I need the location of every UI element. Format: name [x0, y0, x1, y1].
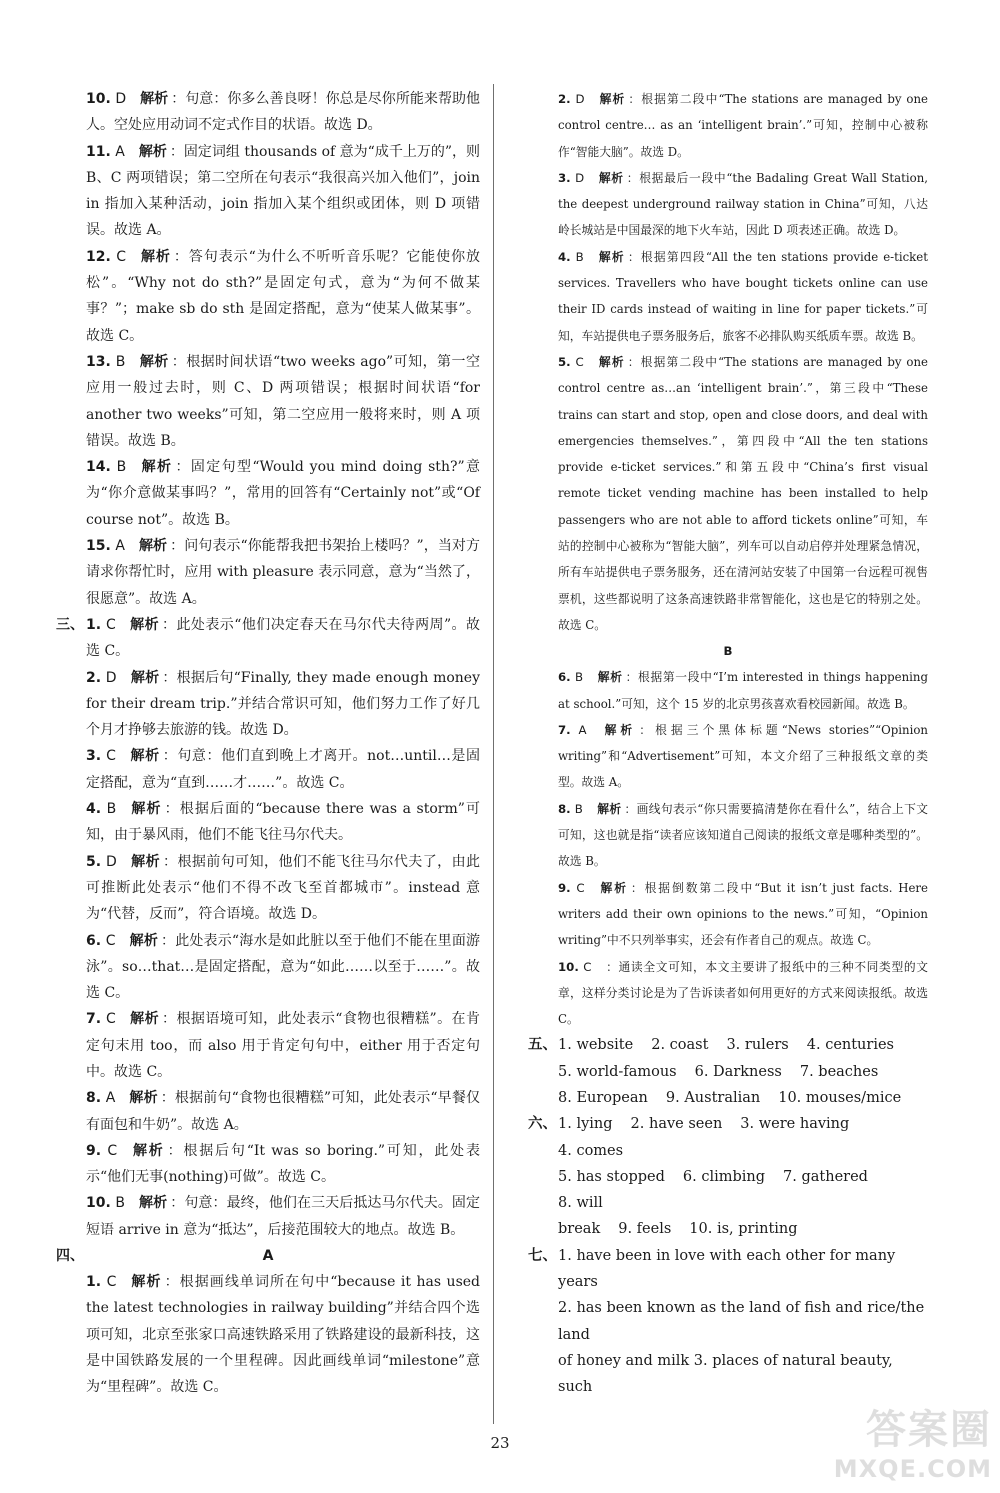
column-divider — [493, 84, 494, 1424]
section-label: 七、 — [528, 1247, 557, 1264]
analysis-text: ：句意：他们直到晚上才离开。not…until…是固定搭配，意为“直到……才……”。故选 C。 — [86, 748, 481, 791]
question-number: 3. — [86, 748, 102, 765]
analysis-text: ：根据第二段中“The stations are managed by one control centre… as an ‘intelligent brain’.”可知，控制中心被称作“智能大脑”。故选 D。 — [558, 92, 928, 159]
page-number: 23 — [490, 1434, 510, 1452]
question-number: 9. — [86, 1142, 102, 1159]
blank-answer: 4. centuries — [806, 1037, 894, 1054]
analysis-text: ：句意：你多么善良呀！你总是尽你所能来帮助他人。空处应用动词不定式作目的状语。故选 D。 — [86, 91, 481, 134]
analysis-tag: 解析 — [598, 170, 624, 185]
answer-entry — [56, 743, 480, 796]
part4-a-answers-cont — [528, 86, 928, 638]
blank-answer: 8. will — [558, 1195, 603, 1212]
analysis-tag: 解析 — [598, 880, 628, 895]
analysis-tag: 解析 — [138, 538, 168, 555]
blank-answer: 9. feels — [618, 1221, 672, 1238]
part7-answers — [528, 1243, 928, 1401]
blank-answer: 6. Darkness — [694, 1063, 782, 1080]
blank-answer: 7. beaches — [799, 1063, 879, 1080]
answer-entry — [528, 875, 928, 954]
analysis-tag: 解析 — [597, 354, 625, 369]
blank-answer: 3. were having — [740, 1116, 850, 1133]
answer-choice: D — [575, 170, 585, 185]
answer-entry — [528, 165, 928, 244]
question-number: 7. — [86, 1011, 102, 1028]
blank-answer: break — [558, 1221, 601, 1238]
question-number: 1. — [86, 616, 102, 633]
analysis-tag: 解析 — [600, 722, 637, 737]
analysis-tag: 解析 — [139, 353, 169, 370]
part3-answers — [56, 612, 480, 1243]
part4-b-answers — [528, 664, 928, 1032]
blank-line — [528, 1085, 928, 1111]
watermark-logo-text: 答案圈 — [866, 1407, 992, 1453]
analysis-text: ：根据画线单词所在句中“because it has used the latest technologies in railway building”并结合四个选项可知，北京至张家口高速铁路采用了铁路建设的最新科技，这是中国铁路发展的一个里程碑。因此画线单词“milestone”意为“里程碑”。故选 C。 — [86, 1274, 481, 1396]
analysis-text: ：此处表示“他们决定春天在马尔代夫待两周”。故选 C。 — [86, 616, 480, 660]
analysis-tag: 解析 — [598, 92, 626, 106]
analysis-tag: 解析 — [140, 91, 169, 107]
question-number: 6. — [558, 670, 571, 685]
answer-choice: A — [105, 1090, 116, 1107]
blank-line — [528, 1032, 928, 1058]
analysis-text: ：固定词组 thousands of 意为“成千上万的”，则 B、C 两项错误；第二空所在句表示“我很高兴加入他们”，join in 指加入某种活动，join 指加入某个组织或团体，则 D 项错误。故选 A。 — [86, 143, 481, 239]
blank-answer: 6. climbing — [682, 1168, 766, 1185]
answer-choice: C — [575, 354, 584, 369]
analysis-text: ：根据前句“食物也很糟糕”可知，此处表示“早餐仅有面包和牛奶”。故选 A。 — [86, 1090, 481, 1133]
answer-choice: C — [105, 616, 116, 633]
answer-entry — [56, 1138, 480, 1191]
blank-answer: 2. have seen — [630, 1116, 723, 1133]
analysis-text: ：根据第四段“All the ten stations provide e-ticket services. Travellers who have bought tickets online can use their ID cards instead of waiting in line for paper tickets.”可知，车站提供电子票务服务后，旅客不必排队购买纸质车票。故选 B。 — [558, 249, 928, 343]
question-number: 3. — [558, 170, 571, 185]
analysis-tag: 解析 — [597, 670, 623, 685]
part6-answers — [528, 1111, 928, 1242]
answer-entry — [56, 928, 480, 1007]
blank-answer: 10. mouses/mice — [778, 1089, 902, 1106]
blank-answer: 8. European — [558, 1089, 648, 1106]
question-number: 10. — [86, 91, 111, 107]
analysis-text: ：根据第一段中“I’m interested in things happening at school.”可知，这个 15 岁的北京男孩喜欢看校园新闻。故选 B。 — [558, 670, 928, 711]
analysis-tag: 解析 — [129, 932, 159, 949]
question-number: 12. — [86, 248, 111, 265]
right-column — [528, 86, 928, 1401]
blank-line — [528, 1243, 928, 1296]
analysis-text: ：根据后面的“because there was a storm”可知，由于暴风雨，他们不能飞往马尔代夫。 — [86, 801, 480, 844]
watermark-logo — [834, 1398, 992, 1483]
passage-a-heading: A — [262, 1248, 274, 1265]
answer-entry — [528, 954, 928, 1033]
analysis-text: ：答句表示“为什么不听听音乐呢？它能使你放松”。“Why not do sth?”是固定句式，意为“为何不做某事？”；make sb do sth 是固定搭配，意为“使某人做某事”。故选 C。 — [86, 248, 481, 344]
section-label-4: 四、 — [56, 1248, 84, 1265]
blank-answer: 5. has stopped — [558, 1168, 665, 1185]
question-number: 4. — [558, 249, 571, 264]
answer-entry — [528, 86, 928, 165]
section-label: 六、 — [528, 1116, 557, 1133]
left-column — [56, 86, 480, 1401]
question-number: 13. — [86, 353, 111, 370]
question-number: 9. — [558, 880, 571, 895]
answer-choice: C — [107, 1142, 118, 1159]
question-number: 8. — [558, 801, 571, 816]
answer-choice: B — [116, 459, 127, 476]
answer-entry — [56, 1085, 480, 1138]
answer-choice: B — [574, 801, 583, 816]
analysis-tag: 解析 — [129, 748, 160, 765]
answer-choice: C — [116, 248, 126, 265]
analysis-tag: 解析 — [130, 1274, 162, 1291]
answer-entry — [56, 533, 480, 612]
analysis-text: ：根据后句“Finally, they made enough money for their dream trip.”并结合常识可知，他们努力工作了好几个月才挣够去旅游的钱。故选 D。 — [86, 669, 480, 739]
question-number: 5. — [558, 354, 571, 369]
answer-choice: D — [115, 91, 127, 107]
analysis-text: ：根据第二段中“The stations are managed by one control centre as…an ‘intelligent brain’.”，第三段中“These trains can start and stop, open and close doors, and deal with emergencies themselves.”，第四段中“All the ten stations provide e-ticket services.”和第五段中“China’s first visual remote ticket vending machine has been installed to help passengers who are not able to afford tickets online”可知，车站的控制中心被称为“智能大脑”，列车可以自动启停并处理紧急情况，所有车站提供电子票务服务，还在清河站安装了中国第一台远程可视售票机，这些都说明了这条高速铁路非常智能化，这也是它的特别之处。故选 C。 — [558, 354, 928, 632]
question-number: 4. — [86, 801, 102, 818]
answer-choice: B — [115, 1195, 125, 1212]
question-number: 8. — [86, 1090, 102, 1107]
watermark-url: MXQE.COM — [833, 1455, 992, 1483]
answer-choice: C — [105, 1011, 116, 1028]
blank-line — [528, 1295, 928, 1348]
answer-entry — [528, 244, 928, 349]
analysis-text: ：句意：最终，他们在三天后抵达马尔代夫。固定短语 arrive in 意为“抵达”，后接范围较大的地点。故选 B。 — [86, 1195, 481, 1238]
blank-line — [528, 1111, 928, 1164]
answer-entry — [56, 1006, 480, 1085]
answer-entry — [528, 349, 928, 638]
question-number: 14. — [86, 459, 111, 476]
answer-entry — [528, 664, 928, 717]
analysis-text: ：画线句表示“你只需要搞清楚你在看什么”，结合上下文可知，这也就是指“读者应该知道自己阅读的报纸文章是哪种类型的”。故选 B。 — [558, 801, 929, 869]
analysis-tag: 解析 — [138, 143, 167, 160]
question-number: 2. — [86, 669, 102, 686]
passage-b-heading: B — [723, 644, 733, 659]
blank-answer: 3. rulers — [726, 1037, 789, 1054]
blank-answer: 1. website — [558, 1037, 634, 1054]
answer-choice: A — [115, 143, 125, 160]
analysis-text: ：根据前句可知，他们不能飞往马尔代夫了，由此可推断此处表示“他们不得不改飞至首都城市”。instead 意为“代替，反而”，符合语境。故选 D。 — [86, 853, 481, 923]
analysis-tag: 解析 — [131, 1142, 165, 1159]
part2-answers — [56, 86, 480, 612]
answer-choice: B — [575, 249, 584, 264]
answer-entry — [56, 612, 480, 665]
answer-entry — [56, 1190, 480, 1243]
question-number: 10. — [558, 959, 579, 974]
answer-choice: C — [576, 880, 585, 895]
analysis-text: ：根据语境可知，此处表示“食物也很糟糕”。在肯定句末用 too，而 also 用于肯定句句中，either 用于否定句中。故选 C。 — [86, 1011, 480, 1080]
question-number: 7. — [558, 722, 571, 737]
blank-line — [528, 1164, 928, 1217]
part4-a-answers — [56, 1269, 480, 1400]
blank-answer: 10. is, printing — [689, 1221, 798, 1238]
analysis-text: ：固定句型“Would you mind doing sth?”意为“你介意做某事吗？”，常用的回答有“Certainly not”或“Of course not”。故选 B。 — [86, 459, 481, 528]
analysis-tag: 解析 — [129, 1090, 158, 1107]
translation-text: 1. have been in love with each other for many years — [558, 1247, 896, 1291]
question-number: 15. — [86, 538, 111, 555]
answer-entry — [56, 349, 480, 454]
answer-choice: D — [575, 92, 585, 106]
answer-choice: B — [106, 801, 117, 818]
analysis-text: ：问句表示“你能帮我把书架抬上楼吗？”，当对方请求你帮忙时，应用 with pleasure 表示同意，意为“当然了，很愿意”。故选 A。 — [86, 538, 481, 607]
blank-line — [528, 1059, 928, 1085]
answer-choice: C — [106, 1274, 117, 1291]
blank-line — [528, 1348, 928, 1401]
answer-choice: C — [105, 932, 116, 949]
section-label: 五、 — [528, 1037, 557, 1054]
blank-answer: 7. gathered — [783, 1168, 868, 1185]
answer-entry — [56, 796, 480, 849]
question-number: 10. — [86, 1195, 111, 1212]
blank-line — [528, 1216, 928, 1242]
analysis-text: ：根据时间状语“two weeks ago”可知，第一空应用一般过去时，则 C、D 两项错误；根据时间状语“for another two weeks”可知，第二空应用一般将来时，则 A 项错误。故选 B。 — [86, 353, 480, 449]
analysis-text: ：根据后句“It was so boring.”可知，此处表示“他们无事(nothing)可做”。故选 C。 — [86, 1142, 481, 1186]
answer-choice: C — [106, 748, 116, 765]
answer-entry — [56, 454, 480, 533]
analysis-text: ：根据最后一段中“the Badaling Great Wall Station, the deepest underground railway station in China”可知，八达岭长城站是中国最深的地下火车站，因此 D 项表述正确。故选 D。 — [558, 170, 928, 238]
analysis-tag: 解析 — [129, 616, 160, 633]
answer-choice: D — [105, 853, 117, 870]
analysis-tag: 解析 — [130, 669, 160, 686]
answer-entry — [56, 849, 480, 928]
section-label: 三、 — [56, 616, 84, 633]
answer-choice: B — [575, 670, 584, 685]
analysis-text: ：此处表示“海水是如此脏以至于他们不能在里面游泳”。so…that…是固定搭配，意为“如此……以至于……”。故选 C。 — [86, 932, 481, 1002]
answer-entry — [56, 139, 480, 244]
answer-entry — [56, 665, 480, 744]
blank-answer: 1. lying — [558, 1116, 613, 1133]
answer-entry — [56, 1269, 480, 1400]
analysis-tag: 解析 — [138, 1195, 168, 1212]
analysis-text: ：根据三个黑体标题“News stories”“Opinion writing”和“Advertisement”可知，本文介绍了三种报纸文章的类型。故选 A。 — [558, 722, 928, 790]
question-number: 2. — [558, 92, 571, 106]
analysis-text: ：通读全文可知，本文主要讲了报纸中的三种不同类型的文章，这样分类讨论是为了告诉读者如何用更好的方式来阅读报纸。故选 C。 — [558, 959, 929, 1027]
part4-heading — [56, 1243, 480, 1269]
answer-choice: A — [115, 538, 125, 555]
answer-choice: C — [583, 959, 592, 974]
analysis-tag: 解析 — [130, 801, 162, 818]
question-number: 11. — [86, 143, 111, 160]
answer-entry — [56, 86, 480, 139]
translation-text: 2. has been known as the land of fish and rice/the land — [558, 1300, 925, 1343]
answer-entry — [56, 244, 480, 349]
answer-choice: B — [115, 353, 126, 370]
question-number: 6. — [86, 932, 102, 949]
analysis-tag: 解析 — [140, 248, 171, 265]
part5-answers — [528, 1032, 928, 1111]
blank-answer: 9. Australian — [665, 1089, 761, 1106]
question-number: 1. — [86, 1274, 102, 1291]
analysis-tag: 解析 — [130, 853, 161, 870]
analysis-tag: 解析 — [596, 801, 622, 816]
blank-answer: 5. world-famous — [558, 1063, 677, 1080]
answer-entry — [528, 717, 928, 796]
question-number: 5. — [86, 853, 102, 870]
answer-entry — [528, 796, 928, 875]
analysis-tag: 解析 — [129, 1011, 160, 1028]
blank-answer: 2. coast — [651, 1037, 709, 1054]
translation-text: of honey and milk 3. places of natural beauty, such — [558, 1352, 893, 1396]
analysis-tag: 解析 — [597, 249, 625, 264]
analysis-tag: 解析 — [140, 459, 173, 476]
answer-choice: A — [578, 722, 587, 737]
blank-answer: 4. comes — [558, 1142, 624, 1159]
analysis-text: ：根据倒数第二段中“But it isn’t just facts. Here writers add their own opinions to the news.”可知，“Opinion writing”中不只列举事实，还会有作者自己的观点。故选 C。 — [558, 880, 928, 948]
answer-choice: D — [105, 669, 117, 686]
